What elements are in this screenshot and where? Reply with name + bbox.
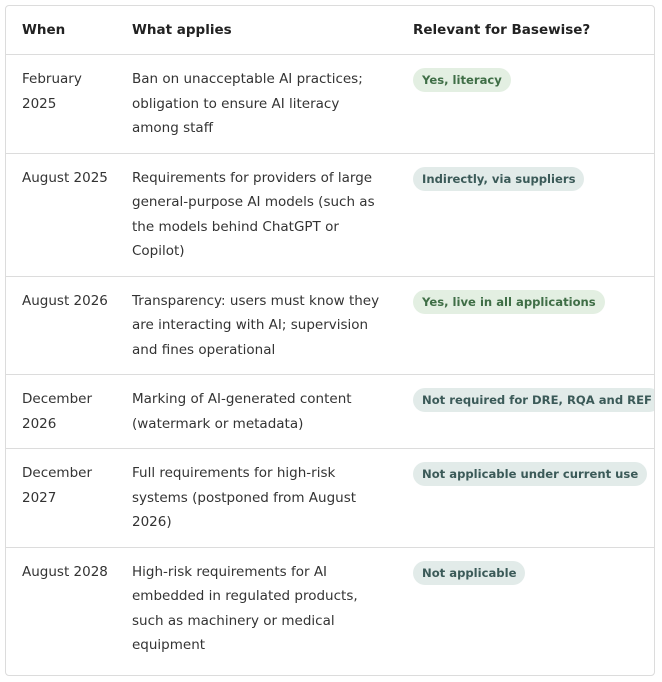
status-badge: Not required for DRE, RQA and REF bbox=[413, 388, 655, 412]
cell-when: February 2025 bbox=[6, 55, 116, 154]
table-row bbox=[6, 276, 654, 375]
cell-relevant bbox=[397, 449, 654, 548]
cell-when: August 2026 bbox=[6, 276, 116, 375]
status-badge: Indirectly, via suppliers bbox=[413, 167, 584, 191]
table-row bbox=[6, 449, 654, 548]
cell-what-applies: High-risk requirements for AI embedded in regulated products, such as machinery or medical equipment bbox=[132, 563, 358, 653]
cell-relevant bbox=[397, 375, 654, 449]
table-header-row bbox=[6, 6, 654, 55]
cell-what-applies: Transparency: users must know they are interacting with AI; supervision and fines operational bbox=[116, 276, 397, 375]
table-row bbox=[6, 547, 654, 670]
header-when: When bbox=[6, 6, 116, 55]
cell-when: December 2027 bbox=[6, 449, 116, 548]
table-row bbox=[6, 375, 654, 449]
cell-relevant bbox=[397, 547, 654, 670]
table-row bbox=[6, 55, 654, 154]
cell-relevant bbox=[397, 153, 654, 276]
table-row bbox=[6, 153, 654, 276]
cell-relevant bbox=[397, 55, 654, 154]
status-badge: Not applicable under current use bbox=[413, 462, 647, 486]
status-badge: Yes, live in all applications bbox=[413, 290, 605, 314]
cell-when: August 2025 bbox=[6, 153, 116, 276]
header-relevant: Relevant for Basewise? bbox=[397, 6, 654, 55]
cell-what-applies: Ban on unacceptable AI practices; obligation to ensure AI literacy among staff bbox=[116, 55, 397, 154]
status-badge: Not applicable bbox=[413, 561, 525, 585]
ai-act-timeline-table-container bbox=[5, 5, 655, 676]
cell-what-applies: Requirements for providers of large general-purpose AI models (such as the models behind ChatGPT or Copilot) bbox=[116, 153, 397, 276]
ai-act-timeline-table bbox=[6, 6, 654, 670]
cell-when: December 2026 bbox=[6, 375, 116, 449]
cell-relevant bbox=[397, 276, 654, 375]
cell-what-applies: Full requirements for high-risk systems (postponed from August 2026) bbox=[116, 449, 397, 548]
cell-when: August 2028 bbox=[22, 563, 108, 580]
cell-what-applies: Marking of AI-generated content (watermark or metadata) bbox=[116, 375, 397, 449]
header-what-applies: What applies bbox=[116, 6, 397, 55]
status-badge: Yes, literacy bbox=[413, 68, 511, 92]
